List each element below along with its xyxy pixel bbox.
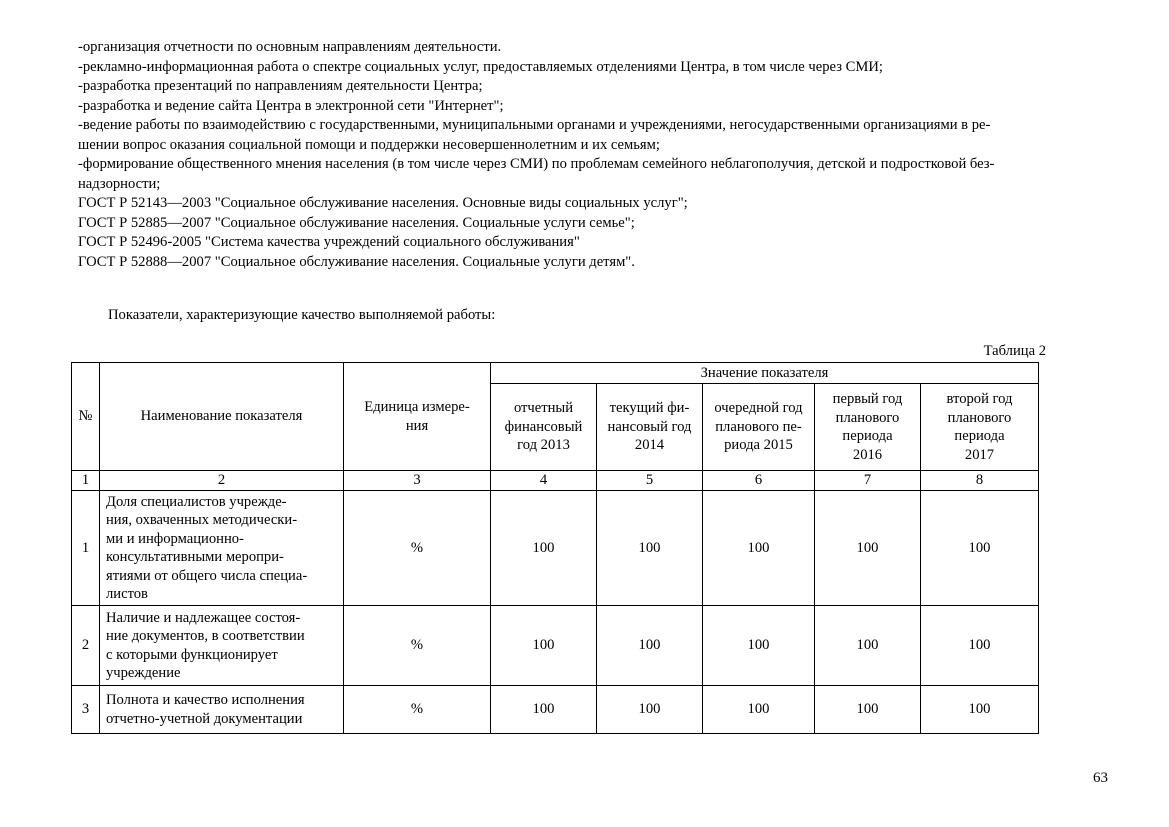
row-name bbox=[100, 686, 344, 734]
row-num: 3 bbox=[72, 686, 100, 734]
header-period bbox=[597, 384, 703, 471]
row-value: 100 bbox=[491, 686, 597, 734]
row-value: 100 bbox=[597, 606, 703, 686]
row-unit: % bbox=[344, 686, 491, 734]
period-label: второй год планового периода 2017 bbox=[946, 391, 1013, 463]
column-numbers-row bbox=[72, 471, 1039, 491]
header-num: № bbox=[72, 363, 100, 471]
list-item: -организация отчетности по основным направлениям деятельности. bbox=[78, 39, 502, 55]
row-value: 100 bbox=[491, 606, 597, 686]
row-value: 100 bbox=[815, 491, 921, 606]
row-name bbox=[100, 491, 344, 606]
row-value: 100 bbox=[597, 686, 703, 734]
period-label: первый год планового периода 2016 bbox=[832, 391, 903, 463]
row-name-text: Полнота и качество исполнения отчетно-учетной документации bbox=[106, 692, 305, 727]
list-item: шении вопрос оказания социальной помощи и поддержки несовершеннолетним и их семьям; bbox=[78, 136, 660, 153]
list-item: -разработка презентаций по направлениям деятельности Центра; bbox=[78, 78, 483, 94]
indicators-table bbox=[71, 362, 1039, 734]
row-name bbox=[100, 606, 344, 686]
table-row bbox=[72, 491, 1039, 606]
list-item: -разработка и ведение сайта Центра в электронной сети "Интернет"; bbox=[78, 97, 504, 114]
row-value: 100 bbox=[491, 491, 597, 606]
activity-list bbox=[78, 38, 1138, 272]
row-value: 100 bbox=[815, 686, 921, 734]
header-name: Наименование показателя bbox=[100, 363, 344, 471]
col-number: 3 bbox=[344, 471, 491, 491]
row-num: 1 bbox=[72, 491, 100, 606]
list-item: -рекламно-информационная работа о спектре социальных услуг, предоставляемых отделениями Центра, в том числе через СМИ; bbox=[78, 58, 883, 75]
header-unit bbox=[344, 363, 491, 471]
row-value: 100 bbox=[703, 491, 815, 606]
row-value: 100 bbox=[703, 686, 815, 734]
table-caption: Таблица 2 bbox=[983, 343, 1046, 359]
row-name-text: Доля специалистов учрежде- ния, охваченных методически- ми и информационно- консультативными меропри- ятиями от общего числа специа- листов bbox=[106, 493, 308, 602]
list-item: -ведение работы по взаимодействию с государственными, муниципальными органами и учреждениями, негосударственными организациями в ре- bbox=[78, 117, 991, 133]
col-number: 6 bbox=[703, 471, 815, 491]
row-value: 100 bbox=[703, 606, 815, 686]
header-period bbox=[703, 384, 815, 471]
period-label: текущий фи- нансовый год 2014 bbox=[607, 400, 692, 454]
row-value: 100 bbox=[597, 491, 703, 606]
header-unit-text: Единица измере- ния bbox=[364, 399, 470, 434]
row-num: 2 bbox=[72, 606, 100, 686]
header-row bbox=[72, 363, 1039, 384]
col-number: 4 bbox=[491, 471, 597, 491]
table-row bbox=[72, 686, 1039, 734]
page-number: 63 bbox=[1093, 770, 1108, 786]
section-intro: Показатели, характеризующие качество выполняемой работы: bbox=[108, 307, 496, 323]
row-unit: % bbox=[344, 606, 491, 686]
period-label: отчетный финансовый год 2013 bbox=[504, 400, 583, 454]
col-number: 8 bbox=[921, 471, 1039, 491]
gost-reference: ГОСТ Р 52143—2003 "Социальное обслуживание населения. Основные виды социальных услуг"; bbox=[78, 195, 688, 211]
gost-reference: ГОСТ Р 52888—2007 "Социальное обслуживание населения. Социальные услуги детям". bbox=[78, 253, 635, 270]
col-number: 1 bbox=[72, 471, 100, 491]
header-period bbox=[491, 384, 597, 471]
col-number: 5 bbox=[597, 471, 703, 491]
col-number: 7 bbox=[815, 471, 921, 491]
header-group: Значение показателя bbox=[491, 363, 1039, 384]
gost-reference: ГОСТ Р 52885—2007 "Социальное обслуживание населения. Социальные услуги семье"; bbox=[78, 214, 635, 231]
col-number: 2 bbox=[100, 471, 344, 491]
row-value: 100 bbox=[921, 686, 1039, 734]
row-name-text: Наличие и надлежащее состоя- ние документов, в соответствии с которыми функционирует учреждение bbox=[106, 609, 305, 681]
table-row bbox=[72, 606, 1039, 686]
row-value: 100 bbox=[921, 491, 1039, 606]
header-period bbox=[921, 384, 1039, 471]
list-item: -формирование общественного мнения населения (в том числе через СМИ) по проблемам семейного неблагополучия, детской и подростковой без- bbox=[78, 156, 995, 172]
row-value: 100 bbox=[921, 606, 1039, 686]
row-value: 100 bbox=[815, 606, 921, 686]
gost-reference: ГОСТ Р 52496-2005 "Система качества учреждений социального обслуживания" bbox=[78, 234, 580, 250]
header-period bbox=[815, 384, 921, 471]
list-item: надзорности; bbox=[78, 175, 161, 192]
row-unit: % bbox=[344, 491, 491, 606]
period-label: очередной год планового пе- риода 2015 bbox=[714, 400, 803, 454]
